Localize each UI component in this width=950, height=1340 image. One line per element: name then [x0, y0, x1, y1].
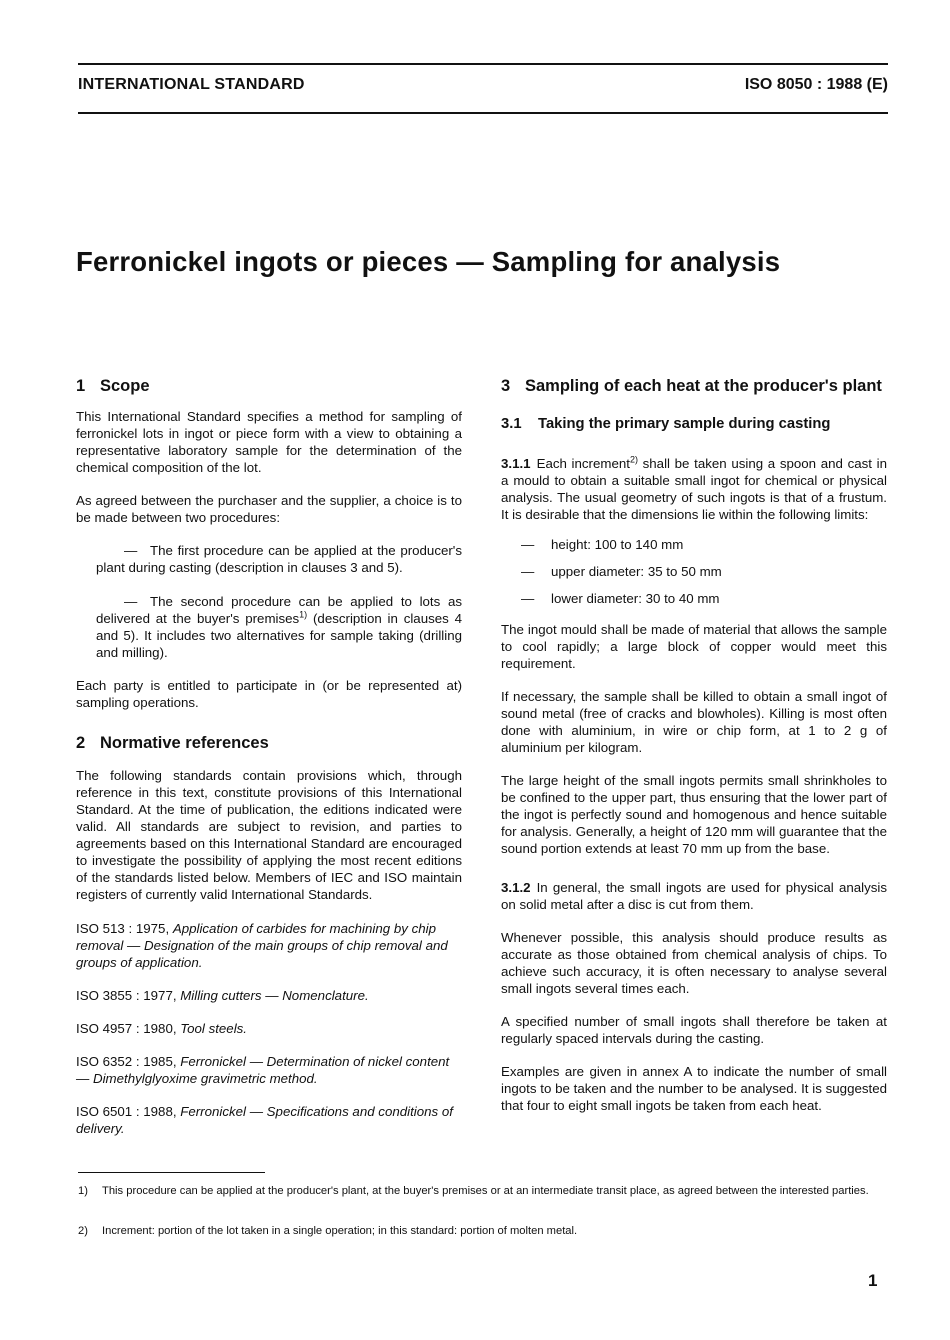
clause-number: 3.1.1: [501, 456, 531, 471]
normative-references-intro: The following standards contain provisions which, through reference in this text, constitute provisions of this International Standard. At the time of publication, the editions indicated were valid. All standards are subject to revision, and parties to agreements based on this International Standard are encouraged to investigate the possibility of applying the most recent editions of the standards listed below. Members of IEC and ISO maintain registers of currently valid International Standards.: [76, 768, 462, 902]
footnote-number: 1): [78, 1185, 88, 1197]
ingot-height-paragraph: The large height of the small ingots permits small shrinkholes to be confined to the upper part, thus ensuring that the lower part of the ingot is perfectly sound and homogenous and hence suitable for analysis. Generally, a height of 120 mm will guarantee that the sound portion extends at least 70 mm up from the base.: [501, 773, 887, 856]
section-title: Sampling of each heat at the producer's plant: [525, 377, 882, 395]
footnote-text: Increment: portion of the lot taken in a single operation; in this standard: portion of molten metal.: [102, 1225, 578, 1237]
dash-marker: —: [124, 543, 138, 558]
footnote-text: This procedure can be applied at the producer's plant, at the buyer's premises or at an intermediate transit place, as agreed between the interested parties.: [102, 1185, 869, 1197]
dimension-lower-diameter: [521, 590, 887, 607]
subsection-number: 3.1: [501, 416, 522, 432]
header-top-rule: [78, 63, 888, 65]
reference-title: Milling cutters — Nomenclature.: [180, 988, 369, 1003]
reference-iso-6352: [76, 1053, 462, 1087]
reference-iso-6501: [76, 1103, 462, 1137]
dimension-text: lower diameter: 30 to 40 mm: [551, 591, 720, 606]
section-number: 3: [501, 377, 511, 395]
examples-paragraph: Examples are given in annex A to indicate the number of small ingots to be taken and the number to be analysed. It is suggested that four to eight small ingots be taken from each heat.: [501, 1064, 887, 1113]
reference-iso-513: [76, 920, 462, 971]
footnote-separator: [78, 1172, 265, 1173]
procedure-item-text: The first procedure can be applied at the producer's plant during casting (description in clauses 3 and 5).: [96, 543, 462, 575]
section-3-heading: [501, 376, 887, 396]
section-number: 2: [76, 734, 86, 752]
section-number: 1: [76, 377, 86, 395]
dash-marker: —: [521, 537, 535, 552]
reference-code: ISO 4957 : 1980,: [76, 1021, 181, 1036]
dash-marker: —: [124, 594, 138, 609]
left-column: [76, 376, 462, 1153]
reference-code: ISO 513 : 1975,: [76, 921, 173, 936]
footnote-1: [78, 1184, 888, 1199]
right-column: [501, 376, 887, 1130]
scope-paragraph-2: As agreed between the purchaser and the supplier, a choice is to be made between two procedures:: [76, 493, 462, 525]
procedure-item-text: (description in clauses 4 and 5). It includes two alternatives for sample taking (drilling and milling).: [96, 611, 462, 660]
scope-paragraph-1: This International Standard specifies a method for sampling of ferronickel lots in ingot or piece form with a view to obtaining a representative laboratory sample for the determination of the chemical composition of the lot.: [76, 409, 462, 475]
accuracy-paragraph: Whenever possible, this analysis should produce results as accurate as those obtained from chemical analysis of chips. To achieve such accuracy, it is often necessary to analyse several small ingots several times each.: [501, 930, 887, 996]
dimension-text: upper diameter: 35 to 50 mm: [551, 564, 722, 579]
reference-iso-4957: [76, 1020, 462, 1037]
footnote-ref-2: 2): [629, 454, 638, 465]
footnote-ref-1: 1): [299, 609, 308, 620]
dimension-height: [521, 536, 887, 553]
reference-title: Ferronickel — Specifications and conditions of delivery.: [76, 1104, 453, 1136]
reference-code: ISO 3855 : 1977,: [76, 988, 181, 1003]
clause-text: Each increment: [536, 456, 630, 471]
reference-title: Tool steels.: [180, 1021, 248, 1036]
clause-text: shall be taken using a spoon and cast in a mould to obtain a suitable small ingot for chemical or physical analysis. The usual geometry of such ingots is that of a frustum. It is desirable that the dimensions lie within the following limits:: [501, 456, 888, 522]
reference-code: ISO 6501 : 1988,: [76, 1104, 181, 1119]
section-title: Scope: [100, 377, 150, 395]
document-type-label: INTERNATIONAL STANDARD: [78, 76, 305, 93]
subsection-3-1-heading: [501, 415, 887, 434]
number-of-ingots-paragraph: A specified number of small ingots shall therefore be taken at regularly spaced intervals during the casting.: [501, 1014, 887, 1046]
reference-title: Application of carbides for machining by chip removal — Designation of the main groups of chip removal and groups of application.: [76, 921, 448, 970]
ingot-mould-paragraph: The ingot mould shall be made of material that allows the sample to cool rapidly; a large block of copper would meet this requirement.: [501, 622, 887, 671]
dash-marker: —: [521, 564, 535, 579]
dimension-text: height: 100 to 140 mm: [551, 537, 684, 552]
footnote-2: [78, 1224, 888, 1239]
reference-code: ISO 6352 : 1985,: [76, 1054, 181, 1069]
section-1-heading: [76, 376, 462, 396]
reference-title: Ferronickel — Determination of nickel content — Dimethylglyoxime gravimetric method.: [76, 1054, 450, 1086]
scope-paragraph-3: Each party is entitled to participate in (or be represented at) sampling operations.: [76, 678, 462, 710]
procedure-item-2: [76, 593, 462, 661]
procedure-item-1: [76, 542, 462, 576]
reference-iso-3855: [76, 987, 462, 1004]
procedure-item-text: The second procedure can be applied to lots as delivered at the buyer's premises: [96, 594, 462, 626]
footnote-number: 2): [78, 1225, 88, 1237]
clause-3-1-1: [501, 455, 887, 523]
clause-3-1-2: [501, 879, 887, 913]
subsection-title: Taking the primary sample during casting: [538, 416, 831, 432]
clause-number: 3.1.2: [501, 880, 531, 895]
dash-marker: —: [521, 591, 535, 606]
clause-text: In general, the small ingots are used for physical analysis on solid metal after a disc is cut from them.: [501, 880, 887, 912]
standard-number: ISO 8050 : 1988 (E): [744, 76, 888, 93]
page-number: 1: [868, 1271, 878, 1290]
header-bottom-rule: [78, 112, 888, 114]
section-title: Normative references: [100, 734, 269, 752]
section-2-heading: [76, 733, 462, 753]
killing-paragraph: If necessary, the sample shall be killed to obtain a small ingot of sound metal (free of cracks and blowholes). Killing is most often done with aluminium, in wire or chip form, at 1 to 2 g of aluminium per kilogram.: [501, 689, 887, 755]
dimension-upper-diameter: [521, 563, 887, 580]
page-title: Ferronickel ingots or pieces — Sampling for analysis: [76, 246, 781, 277]
